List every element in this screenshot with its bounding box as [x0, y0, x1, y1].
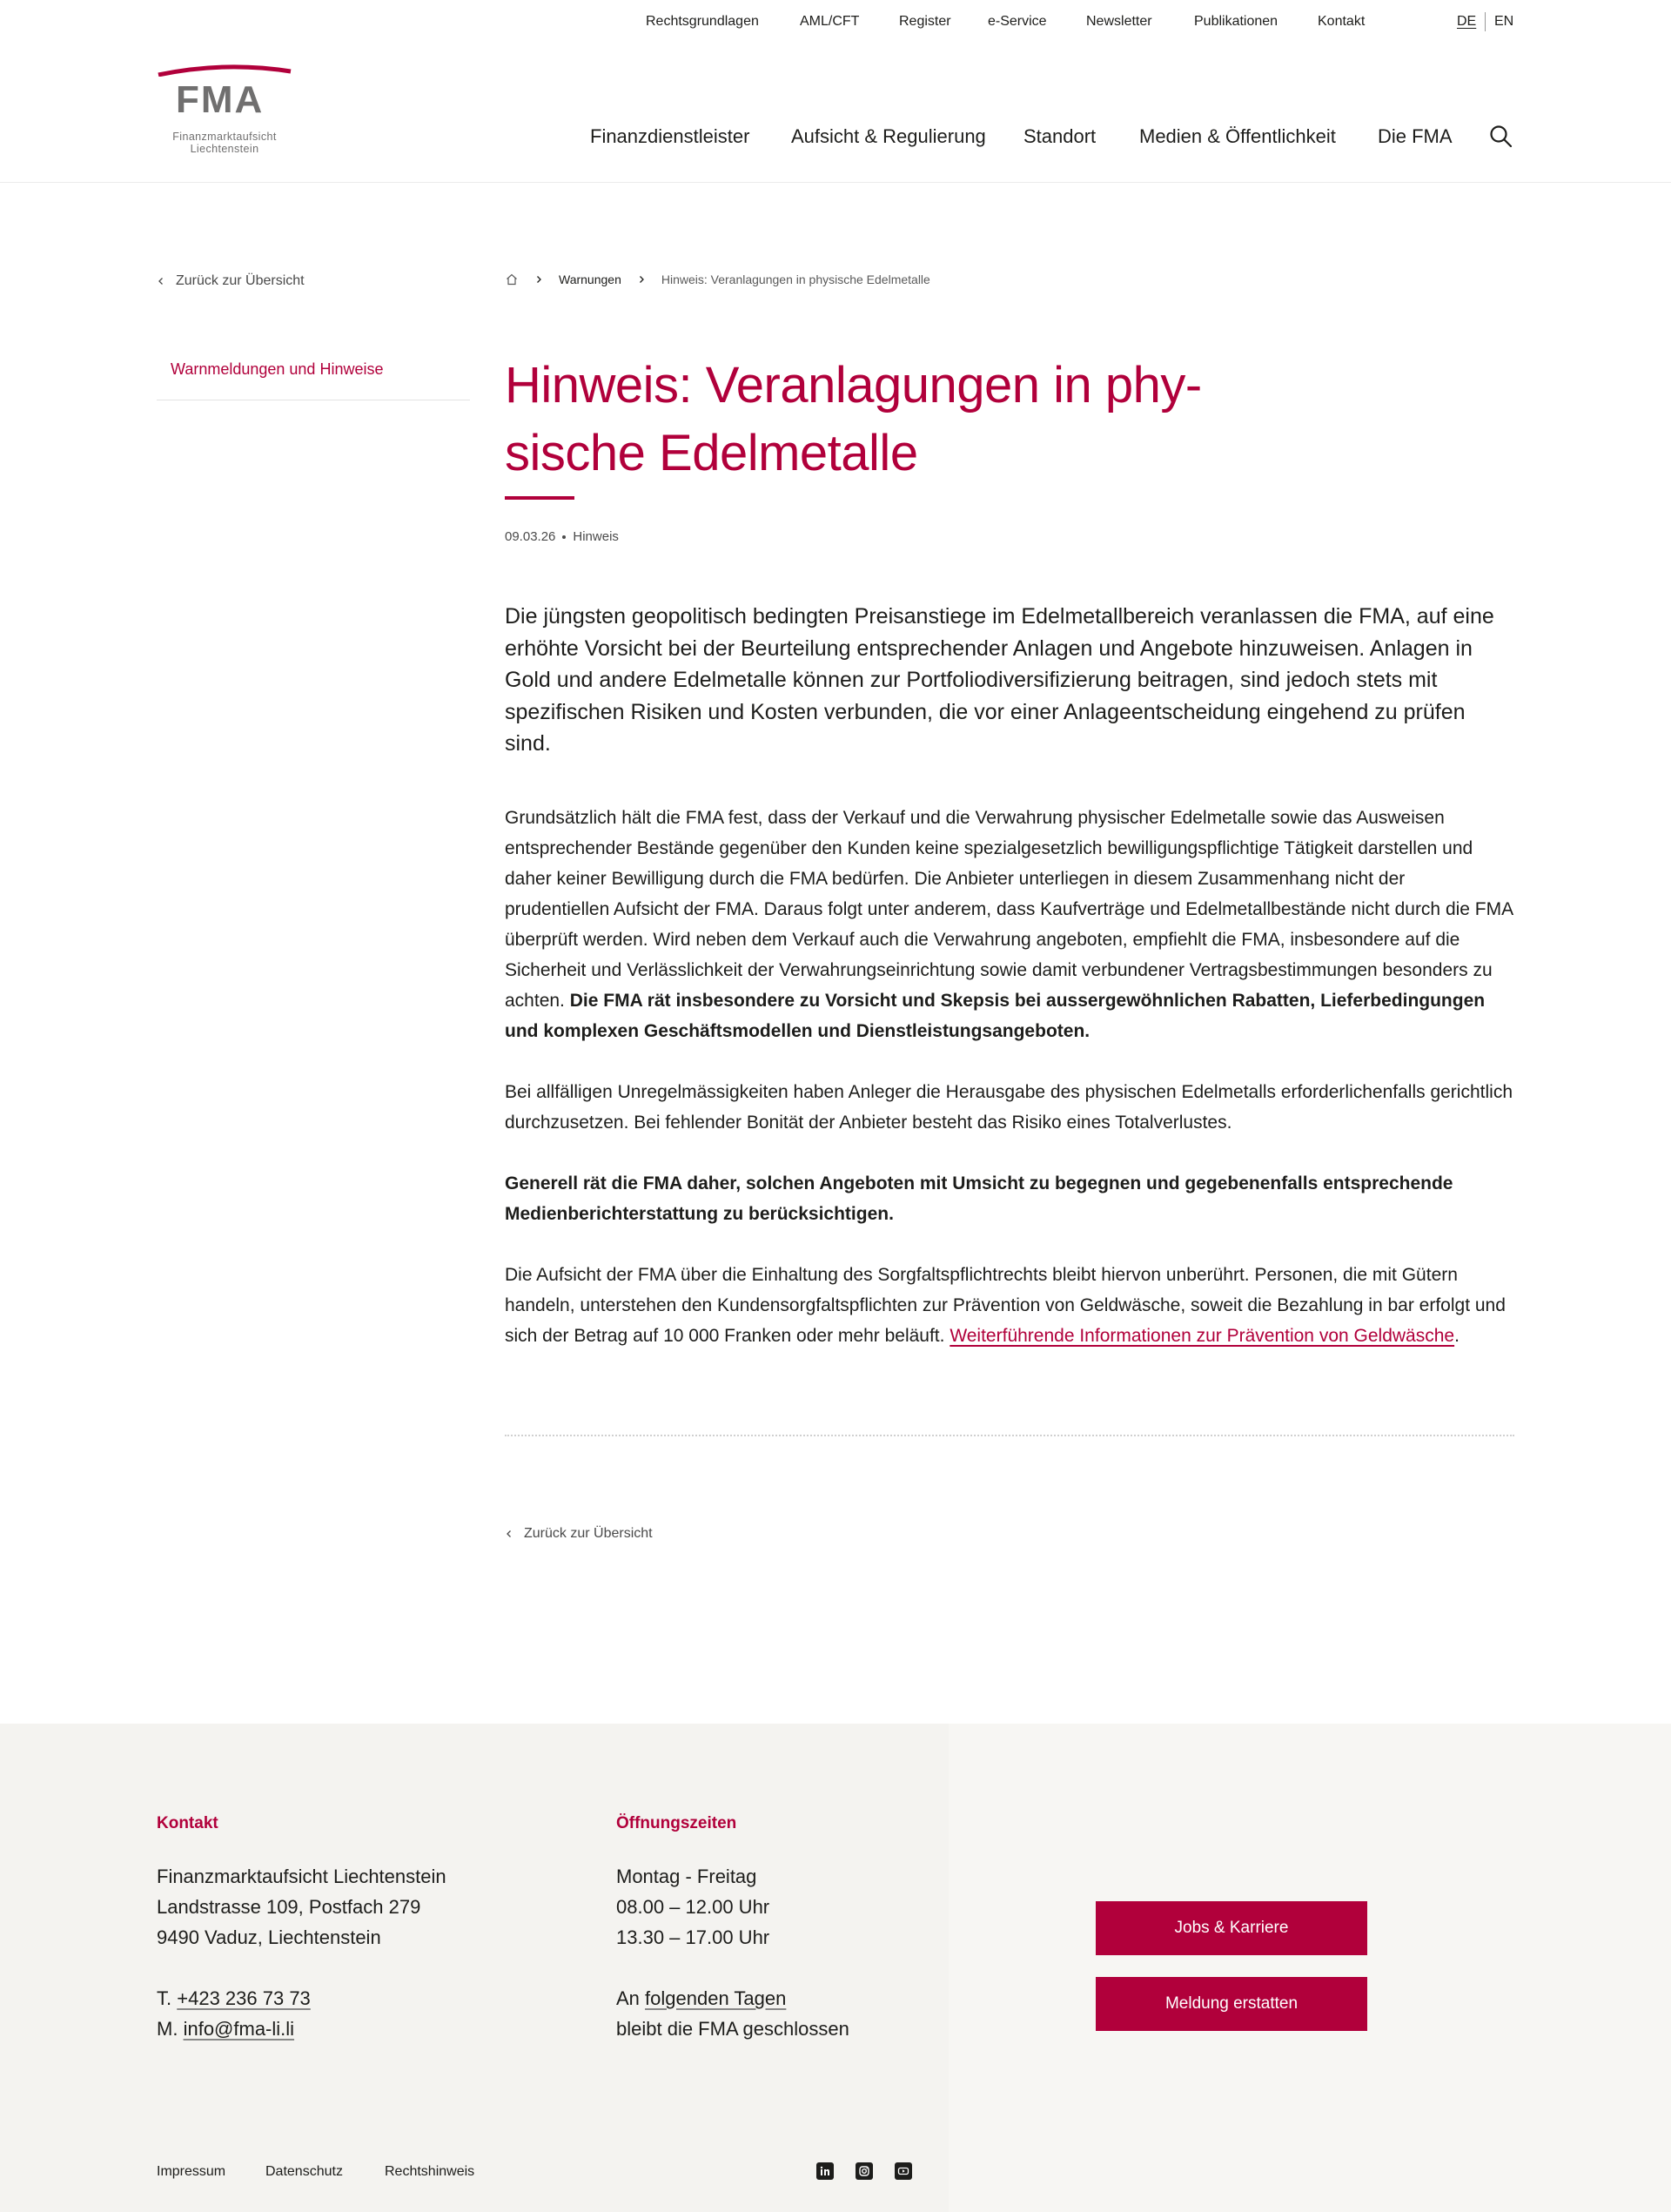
closed-prefix: An	[616, 1987, 640, 2009]
nav-aufsicht-regulierung[interactable]: Aufsicht & Regulierung	[791, 125, 986, 147]
nav-standort[interactable]: Standort	[1023, 125, 1097, 147]
chevron-right-icon	[534, 275, 543, 284]
hours-slot-1: 08.00 – 12.00 Uhr	[616, 1896, 770, 1918]
meta-nav-rechtsgrundlagen[interactable]: Rechtsgrundlagen	[646, 14, 759, 29]
nav-finanzdienstleister[interactable]: Finanzdienstleister	[590, 125, 750, 147]
footer-hours-heading: Öffnungszeiten	[616, 1814, 737, 1832]
article-paragraph-1	[505, 803, 1514, 1046]
paragraph-1-text: Grundsätzlich hält die FMA fest, dass der Verkauf und die Verwahrung physischer Edelmetalle sowie das Ausweisen entsprechender Bestände gegenüber den Kunden keine spezialgesetzlich bewilligungspflichtige Tätigkeit darstellen und daher keiner Bewilligung durch die FMA bedürfen. Die Anbieter unterliegen in diesem Zusammenhang nicht der prudentiellen Aufsicht der FMA. Daraus folgt unter anderem, dass Kaufverträge und Edelmetallbestände nicht durch die FMA überprüft werden. Wird neben dem Verkauf auch die Verwahrung angeboten, empfiehlt die FMA, insbesondere auf die Sicherheit und Verlässlichkeit der Verwahrungseinrichtung sowie damit verbundener Vertragsbestimmungen besonders zu achten.	[505, 808, 1513, 1011]
meta-nav-publikationen[interactable]: Publikationen	[1194, 14, 1278, 29]
page-title	[505, 352, 1358, 487]
phone-prefix: T.	[157, 1987, 172, 2009]
paragraph-4-text: Die Aufsicht der FMA über die Einhaltung des Sorgfaltspflichtrechts bleibt hiervon unberührt. Personen, die mit Gütern handeln, unterstehen den Kundensorgfaltspflichten zur Prävention von Geldwäsche, soweit die Bezahlung in bar erfolgt und sich der Betrag auf 10 000 Franken oder mehr beläuft.	[505, 1265, 1506, 1346]
impressum-link[interactable]: Impressum	[157, 2164, 226, 2179]
article-meta	[505, 529, 619, 544]
article-divider	[505, 1435, 1514, 1436]
geldwaesche-info-link[interactable]: Weiterführende Informationen zur Prävention von Geldwäsche	[950, 1326, 1455, 1346]
meta-nav-e-service[interactable]: e-Service	[988, 14, 1047, 29]
jobs-karriere-button[interactable]: Jobs & Karriere	[1096, 1901, 1367, 1955]
sidebar-item-warnmeldungen[interactable]: Warnmeldungen und Hinweise	[157, 348, 470, 400]
language-de[interactable]: DE	[1457, 14, 1477, 29]
chevron-right-icon	[637, 275, 646, 284]
contact-address-2: 9490 Vaduz, Liechtenstein	[157, 1926, 381, 1948]
title-line-2: sische Edelmetalle	[505, 425, 918, 481]
title-underline	[505, 496, 574, 500]
mail-prefix: M.	[157, 2018, 178, 2040]
footer-actions-panel	[949, 1724, 1671, 2212]
meta-separator	[562, 535, 566, 539]
footer-contact-channels	[157, 1983, 311, 2044]
logo-abbr: FMA	[176, 78, 265, 121]
linkedin-icon[interactable]	[816, 2162, 834, 2180]
closed-suffix: bleibt die FMA geschlossen	[616, 2018, 849, 2040]
instagram-icon[interactable]	[856, 2162, 873, 2180]
phone-link[interactable]: +423 236 73 73	[177, 1987, 311, 2009]
contact-org: Finanzmarktaufsicht Liechtenstein	[157, 1866, 446, 1887]
search-icon[interactable]	[1488, 124, 1514, 150]
sidebar-back-label: Zurück zur Übersicht	[176, 273, 305, 288]
article-paragraph-4	[505, 1260, 1514, 1351]
nav-die-fma[interactable]: Die FMA	[1378, 125, 1453, 147]
footer-contact-heading: Kontakt	[157, 1814, 218, 1832]
hours-days: Montag - Freitag	[616, 1866, 757, 1887]
meldung-erstatten-button[interactable]: Meldung erstatten	[1096, 1977, 1367, 2031]
email-link[interactable]: info@fma-li.li	[183, 2018, 295, 2040]
chevron-left-icon	[157, 277, 165, 286]
footer-closed-days	[616, 1983, 849, 2044]
paragraph-4-end: .	[1454, 1326, 1460, 1346]
article-back-link[interactable]	[505, 1526, 653, 1542]
language-divider	[1485, 12, 1486, 31]
meta-nav-register[interactable]: Register	[899, 14, 951, 29]
meta-nav-kontakt[interactable]: Kontakt	[1318, 14, 1366, 29]
article-paragraph-2: Bei allfälligen Unregelmässigkeiten haben Anleger die Herausgabe des physischen Edelmetalls erforderlichenfalls gerichtlich durchzusetzen. Bei fehlender Bonität der Anbieter besteht das Risiko eines Totalverlustes.	[505, 1082, 1513, 1133]
article-category: Hinweis	[573, 529, 619, 544]
breadcrumb-warnungen[interactable]: Warnungen	[559, 272, 621, 286]
article-lead: Die jüngsten geopolitisch bedingten Preisanstiege im Edelmetallbereich veranlassen die FMA, auf eine erhöhte Vorsicht bei der Beurteilung entsprechender Anlagen und Angebote hinzuweisen. Anlagen in Gold und andere Edelmetalle können zur Portfoliodiversifizierung beitragen, sind jedoch stets mit spezifischen Risiken und Kosten verbunden, die vor einer Anlageentscheidung eingehend zu prüfen sind.	[505, 604, 1494, 756]
footer-info-panel	[0, 1724, 949, 2212]
contact-address-1: Landstrasse 109, Postfach 279	[157, 1896, 421, 1918]
article-paragraph-3: Generell rät die FMA daher, solchen Angeboten mit Umsicht zu begegnen und gegebenenfalls entsprechende Medienberichterstattung zu berücksichtigen.	[505, 1173, 1453, 1224]
site-header	[0, 0, 1671, 183]
article-date: 09.03.26	[505, 529, 556, 544]
logo-subtitle	[164, 131, 285, 155]
logo-arc-icon	[157, 64, 292, 77]
breadcrumb-current: Hinweis: Veranlagungen in physische Edelmetalle	[661, 272, 930, 286]
title-line-1: Hinweis: Veranlagungen in phy-	[505, 357, 1202, 413]
language-en[interactable]: EN	[1494, 14, 1514, 29]
rechtshinweis-link[interactable]: Rechtshinweis	[385, 2164, 475, 2179]
nav-medien-oeffentlichkeit[interactable]: Medien & Öffentlichkeit	[1139, 125, 1336, 147]
meta-nav-aml-cft[interactable]: AML/CFT	[800, 14, 860, 29]
logo-line1: Finanzmarktaufsicht	[172, 131, 277, 143]
fma-logo[interactable]	[157, 64, 292, 162]
footer-contact-address	[157, 1861, 446, 1953]
youtube-icon[interactable]	[895, 2162, 912, 2180]
article-back-label: Zurück zur Übersicht	[524, 1526, 653, 1541]
datenschutz-link[interactable]: Datenschutz	[265, 2164, 343, 2179]
meta-nav-newsletter[interactable]: Newsletter	[1086, 14, 1152, 29]
logo-line2: Liechtenstein	[190, 143, 259, 155]
footer-hours	[616, 1861, 769, 1953]
sidebar-back-link[interactable]	[157, 273, 305, 289]
hours-slot-2: 13.30 – 17.00 Uhr	[616, 1926, 770, 1948]
paragraph-1-emphasis: Die FMA rät insbesondere zu Vorsicht und Skepsis bei aussergewöhnlichen Rabatten, Lieferbedingungen und komplexen Geschäftsmodellen und Dienstleistungsangeboten.	[505, 991, 1486, 1041]
closed-days-link[interactable]: folgenden Tagen	[645, 1987, 787, 2009]
chevron-left-icon	[505, 1530, 513, 1538]
breadcrumb	[505, 272, 930, 286]
home-icon[interactable]	[505, 272, 519, 286]
